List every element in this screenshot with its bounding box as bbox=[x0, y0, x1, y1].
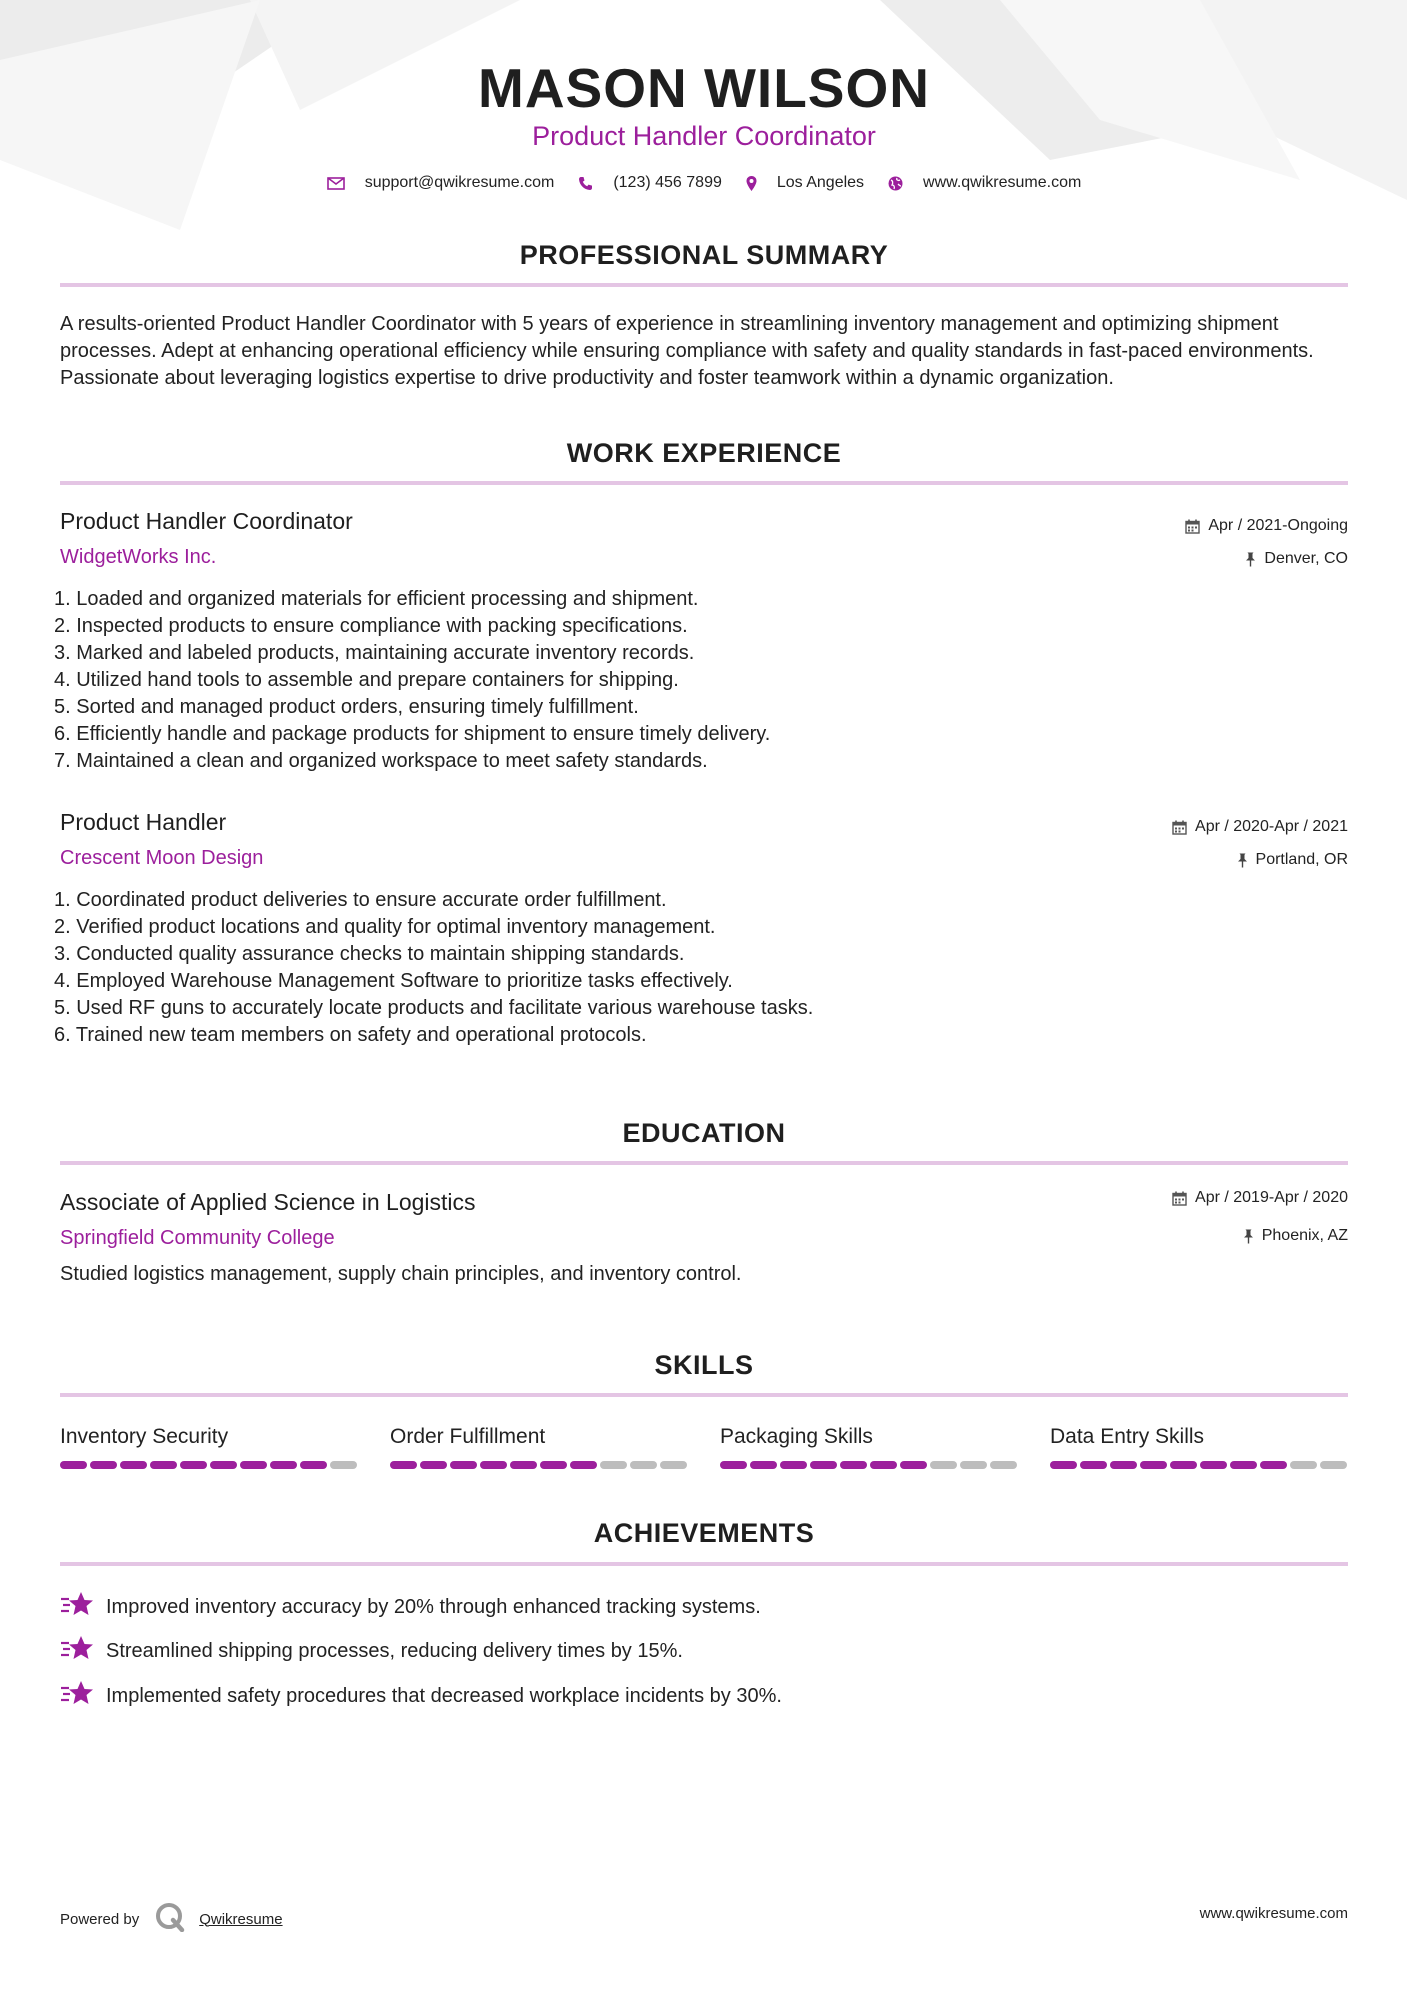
contact-email[interactable] bbox=[327, 174, 555, 192]
skill-segment-filled bbox=[870, 1461, 897, 1469]
education-location-text: Phoenix, AZ bbox=[1261, 1227, 1348, 1244]
skill-segment-filled bbox=[840, 1461, 867, 1469]
skill-segment-filled bbox=[90, 1461, 117, 1469]
star-icon bbox=[60, 1590, 106, 1625]
skill-name: Order Fulfillment bbox=[390, 1425, 546, 1448]
section-title-skills: SKILLS bbox=[654, 1350, 754, 1380]
section-divider bbox=[60, 1562, 1348, 1566]
skill-segment-filled bbox=[1140, 1461, 1167, 1469]
section-title-summary: PROFESSIONAL SUMMARY bbox=[519, 240, 889, 270]
footer-powered-by bbox=[60, 1902, 283, 1936]
contact-email-text: support@qwikresume.com bbox=[364, 174, 555, 191]
pushpin-icon bbox=[1243, 1229, 1254, 1244]
skill-name: Inventory Security bbox=[60, 1425, 229, 1448]
skill-segment-filled bbox=[450, 1461, 477, 1469]
job-bullet: 3. Conducted quality assurance checks to maintain shipping standards. bbox=[54, 943, 685, 965]
job-dates-text: Apr / 2020-Apr / 2021 bbox=[1195, 818, 1348, 835]
job-title: Product Handler bbox=[60, 809, 227, 835]
section-divider bbox=[60, 1161, 1348, 1165]
calendar-icon bbox=[1185, 519, 1200, 534]
achievement-item bbox=[60, 1590, 761, 1625]
skill-segment-filled bbox=[240, 1461, 267, 1469]
achievement-item bbox=[60, 1679, 782, 1714]
skill-segment-filled bbox=[270, 1461, 297, 1469]
job-location bbox=[1245, 550, 1348, 568]
skill-segment-filled bbox=[810, 1461, 837, 1469]
pushpin-icon bbox=[1245, 552, 1256, 567]
degree-title: Associate of Applied Science in Logistics bbox=[60, 1189, 476, 1215]
skill-segment-empty bbox=[600, 1461, 627, 1469]
skills-list bbox=[60, 1422, 1348, 1469]
job-bullet-list bbox=[54, 586, 770, 775]
skill-segment-filled bbox=[510, 1461, 537, 1469]
education-description: Studied logistics management, supply chain principles, and inventory control. bbox=[60, 1263, 742, 1285]
skill-segment-empty bbox=[1290, 1461, 1317, 1469]
achievement-text: Streamlined shipping processes, reducing delivery times by 15%. bbox=[106, 1640, 683, 1662]
skill-level-bar bbox=[60, 1461, 360, 1469]
star-icon bbox=[60, 1634, 106, 1669]
skill-segment-empty bbox=[330, 1461, 357, 1469]
job-location bbox=[1237, 851, 1348, 869]
contact-website[interactable] bbox=[888, 174, 1081, 192]
section-title-experience: WORK EXPERIENCE bbox=[566, 438, 842, 468]
map-pin-icon bbox=[746, 176, 757, 191]
section-title-achievements: ACHIEVEMENTS bbox=[593, 1518, 815, 1548]
job-bullet: 4. Employed Warehouse Management Software to prioritize tasks effectively. bbox=[54, 970, 733, 992]
pushpin-icon bbox=[1237, 853, 1248, 868]
skill-segment-filled bbox=[210, 1461, 237, 1469]
contact-phone[interactable] bbox=[578, 174, 722, 192]
skill-segment-filled bbox=[1230, 1461, 1257, 1469]
skill-segment-filled bbox=[120, 1461, 147, 1469]
skill-item bbox=[1050, 1422, 1350, 1469]
skill-segment-empty bbox=[630, 1461, 657, 1469]
phone-icon bbox=[578, 176, 593, 191]
candidate-name: MASON WILSON bbox=[478, 57, 930, 119]
achievement-item bbox=[60, 1634, 683, 1669]
skill-segment-filled bbox=[300, 1461, 327, 1469]
skill-segment-filled bbox=[1260, 1461, 1287, 1469]
section-title-education: EDUCATION bbox=[622, 1118, 786, 1148]
job-dates bbox=[1172, 818, 1348, 836]
globe-icon bbox=[888, 176, 903, 191]
job-location-text: Portland, OR bbox=[1255, 851, 1348, 868]
skill-segment-filled bbox=[150, 1461, 177, 1469]
job-bullet: 6. Trained new team members on safety and operational protocols. bbox=[54, 1024, 647, 1046]
calendar-icon bbox=[1172, 1191, 1187, 1206]
achievement-text: Implemented safety procedures that decreased workplace incidents by 30%. bbox=[106, 1685, 782, 1707]
job-bullet: 6. Efficiently handle and package products for shipment to ensure timely delivery. bbox=[54, 723, 771, 745]
skill-segment-filled bbox=[60, 1461, 87, 1469]
skill-segment-filled bbox=[1170, 1461, 1197, 1469]
job-dates-text: Apr / 2021-Ongoing bbox=[1208, 517, 1348, 534]
job-bullet: 5. Used RF guns to accurately locate products and facilitate various warehouse tasks. bbox=[54, 997, 814, 1019]
summary-line: Passionate about leveraging logistics expertise to drive productivity and foster teamwork within a dynamic organization. bbox=[60, 367, 1114, 389]
contact-website-text: www.qwikresume.com bbox=[923, 174, 1082, 191]
skill-item bbox=[390, 1422, 690, 1469]
job-bullet: 5. Sorted and managed product orders, ensuring timely fulfillment. bbox=[54, 696, 639, 718]
skill-segment-empty bbox=[990, 1461, 1017, 1469]
star-icon bbox=[60, 1679, 106, 1714]
envelope-icon bbox=[327, 177, 345, 190]
skill-segment-empty bbox=[930, 1461, 957, 1469]
powered-by-label: Powered by bbox=[60, 1910, 140, 1928]
skill-segment-filled bbox=[1110, 1461, 1137, 1469]
skill-segment-filled bbox=[750, 1461, 777, 1469]
qwikresume-logo-icon bbox=[155, 1902, 185, 1936]
contact-phone-text: (123) 456 7899 bbox=[613, 174, 722, 191]
job-bullet: 1. Coordinated product deliveries to ensure accurate order fulfillment. bbox=[54, 889, 667, 911]
skill-level-bar bbox=[390, 1461, 690, 1469]
summary-line: processes. Adept at enhancing operational efficiency while ensuring compliance with safety and quality standards in fast-paced environments. bbox=[60, 340, 1314, 362]
skill-level-bar bbox=[1050, 1461, 1350, 1469]
achievement-text: Improved inventory accuracy by 20% through enhanced tracking systems. bbox=[106, 1596, 761, 1618]
contact-location-text: Los Angeles bbox=[776, 174, 865, 191]
education-dates-text: Apr / 2019-Apr / 2020 bbox=[1195, 1189, 1348, 1206]
section-divider bbox=[60, 1393, 1348, 1397]
skill-name: Data Entry Skills bbox=[1050, 1425, 1205, 1448]
skill-segment-empty bbox=[660, 1461, 687, 1469]
skill-segment-filled bbox=[1200, 1461, 1227, 1469]
skill-segment-filled bbox=[780, 1461, 807, 1469]
job-bullet: 3. Marked and labeled products, maintaining accurate inventory records. bbox=[54, 642, 695, 664]
skill-segment-filled bbox=[1050, 1461, 1077, 1469]
contact-bar bbox=[60, 174, 1348, 192]
job-title: Product Handler Coordinator bbox=[60, 508, 353, 534]
job-bullet: 2. Verified product locations and quality for optimal inventory management. bbox=[54, 916, 716, 938]
skill-segment-empty bbox=[1320, 1461, 1347, 1469]
skill-name: Packaging Skills bbox=[720, 1425, 873, 1448]
qwikresume-link[interactable]: Qwikresume bbox=[199, 1910, 283, 1928]
skill-segment-filled bbox=[480, 1461, 507, 1469]
school-name: Springfield Community College bbox=[60, 1227, 335, 1249]
job-bullet: 1. Loaded and organized materials for efficient processing and shipment. bbox=[54, 588, 699, 610]
skill-item bbox=[60, 1422, 360, 1469]
section-divider bbox=[60, 283, 1348, 287]
footer-website-link[interactable]: www.qwikresume.com bbox=[1199, 1905, 1348, 1922]
job-bullet: 4. Utilized hand tools to assemble and prepare containers for shipping. bbox=[54, 669, 679, 691]
company-name: WidgetWorks Inc. bbox=[60, 546, 217, 568]
contact-location bbox=[746, 174, 864, 192]
calendar-icon bbox=[1172, 820, 1187, 835]
job-bullet: 2. Inspected products to ensure compliance with packing specifications. bbox=[54, 615, 688, 637]
job-bullet: 7. Maintained a clean and organized workspace to meet safety standards. bbox=[54, 750, 708, 772]
skill-level-bar bbox=[720, 1461, 1020, 1469]
skill-segment-filled bbox=[540, 1461, 567, 1469]
education-location bbox=[1243, 1227, 1348, 1245]
skill-segment-filled bbox=[570, 1461, 597, 1469]
job-bullet-list bbox=[54, 887, 813, 1049]
skill-item bbox=[720, 1422, 1020, 1469]
skill-segment-filled bbox=[180, 1461, 207, 1469]
skill-segment-filled bbox=[900, 1461, 927, 1469]
skill-segment-empty bbox=[960, 1461, 987, 1469]
education-dates bbox=[1172, 1189, 1348, 1207]
company-name: Crescent Moon Design bbox=[60, 847, 264, 869]
skill-segment-filled bbox=[420, 1461, 447, 1469]
summary-line: A results-oriented Product Handler Coordinator with 5 years of experience in streamlining inventory management and optimizing shipment bbox=[60, 313, 1279, 335]
section-divider bbox=[60, 481, 1348, 485]
job-location-text: Denver, CO bbox=[1264, 550, 1348, 567]
skill-segment-filled bbox=[1080, 1461, 1107, 1469]
job-dates bbox=[1185, 517, 1348, 535]
skill-segment-filled bbox=[390, 1461, 417, 1469]
skill-segment-filled bbox=[720, 1461, 747, 1469]
summary-text bbox=[60, 311, 1350, 392]
candidate-role: Product Handler Coordinator bbox=[532, 121, 876, 151]
